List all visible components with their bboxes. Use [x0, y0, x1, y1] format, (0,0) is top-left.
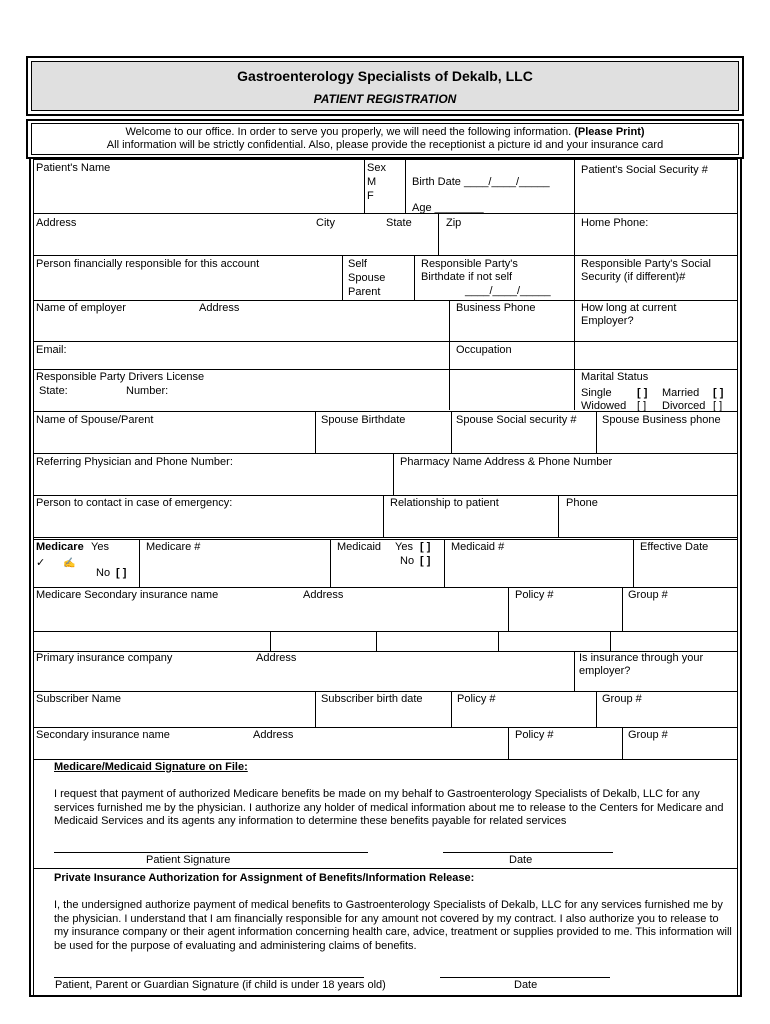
col-line [508, 727, 509, 759]
welcome-line-1 [0, 126, 770, 139]
col-line [270, 631, 271, 651]
address-label: Address [36, 217, 77, 229]
row-line [33, 691, 737, 692]
date-label-2: Date [514, 979, 538, 991]
date-label-1: Date [509, 854, 533, 866]
effective-date-label: Effective Date [640, 541, 709, 553]
col-line [633, 539, 634, 587]
col-line [342, 255, 343, 300]
medicaid-label: Medicaid [337, 541, 382, 553]
subscriber-birth-label: Subscriber birth date [321, 693, 423, 705]
row-line [33, 495, 737, 496]
col-line [438, 213, 439, 255]
sub-policy-label: Policy # [457, 693, 496, 705]
parent-option[interactable]: Parent [348, 286, 381, 298]
col-line [364, 159, 365, 213]
married-label: Married [662, 387, 700, 399]
dl-state-label: State: [39, 385, 68, 397]
col-line [315, 411, 316, 453]
medicaid-yes-checkbox[interactable]: [ ] [420, 541, 431, 553]
secondary-insurance-label: Secondary insurance name [36, 729, 170, 741]
rp-birthdate-field[interactable]: ____/____/_____ [465, 285, 551, 297]
col-line [610, 631, 611, 651]
col-line [330, 539, 331, 587]
through-employer-label: Is insurance through your [579, 652, 704, 664]
sub-group-label: Group # [602, 693, 642, 705]
medicare-signature-heading: Medicare/Medicaid Signature on File: [54, 761, 248, 773]
divorced-checkbox[interactable]: [ ] [713, 400, 723, 412]
email-label: Email: [36, 344, 67, 356]
dl-number-label: Number: [126, 385, 169, 397]
birth-date-field[interactable]: Birth Date ____/____/_____ [412, 176, 550, 188]
col-line [558, 495, 559, 537]
employer-address-label: Address [199, 302, 240, 314]
medicare-number-label: Medicare # [146, 541, 201, 553]
row-line [33, 411, 737, 412]
spouse-option[interactable]: Spouse [348, 272, 386, 284]
subscriber-name-label: Subscriber Name [36, 693, 121, 705]
col-line [315, 691, 316, 727]
relationship-label: Relationship to patient [390, 497, 499, 509]
medicaid-number-label: Medicaid # [451, 541, 505, 553]
private-authorization-text: I, the undersigned authorize payment of medical benefits to Gastroenterology Specialists of Dekalb, LLC for any services furnished me by the physician. I understand that I am financially responsible for any amount not covered by my contract. I also authorize you to release to my insurance company or their agent information concerning health care, advice, treatment or supplies provided to me. This information will be used for the purpose of evaluating and administering claims of benefits. [54, 899, 732, 952]
row-line [33, 369, 737, 370]
writing-hand-icon: ✍ [63, 558, 76, 569]
row-line [33, 159, 737, 160]
welcome-text: Welcome to our office. In order to serve you properly, we will need the following information. [125, 126, 575, 138]
sec-group-label: Group # [628, 729, 668, 741]
guardian-signature-label: Patient, Parent or Guardian Signature (if child is under 18 years old) [55, 979, 386, 991]
referring-physician-label: Referring Physician and Phone Number: [36, 456, 233, 468]
row-line [33, 213, 737, 214]
col-line [383, 495, 384, 537]
financially-responsible-label: Person financially responsible for this account [36, 258, 260, 270]
col-line [622, 587, 623, 631]
medicaid-yes-label: Yes [395, 541, 413, 553]
col-line [139, 539, 140, 587]
form-subtitle: PATIENT REGISTRATION [313, 92, 457, 106]
medicare-secondary-label: Medicare Secondary insurance name [36, 589, 219, 601]
patient-ssn-label: Patient's Social Security # [581, 164, 708, 176]
form-inner-right [737, 159, 738, 995]
secondary-address-label: Address [253, 729, 294, 741]
divorced-label: Divorced [662, 400, 706, 412]
col-line [393, 453, 394, 495]
patient-name-label: Patient's Name [36, 162, 111, 174]
medicaid-no-label: No [400, 555, 415, 567]
col-line [574, 651, 575, 691]
rp-ssn-label-2: Security (if different)# [581, 271, 686, 283]
self-option[interactable]: Self [348, 258, 367, 270]
sex-m-option[interactable]: M [367, 176, 377, 188]
row-line [33, 868, 737, 869]
row-line [33, 759, 737, 760]
row-line [33, 631, 737, 632]
row-line [33, 537, 737, 538]
medicare-no-checkbox[interactable]: [ ] [116, 567, 127, 579]
col-line [444, 539, 445, 587]
spouse-business-phone-label: Spouse Business phone [602, 414, 721, 426]
form-inner-left [33, 159, 34, 995]
rp-birthdate-label: Responsible Party's [421, 258, 518, 270]
drivers-license-label: Responsible Party Drivers License [36, 371, 205, 383]
col-line [508, 587, 509, 631]
marital-status-label: Marital Status [581, 371, 649, 383]
check-mark-icon: ✓ [36, 557, 46, 569]
age-field[interactable]: Age ________ [412, 202, 484, 214]
phone-label: Phone [566, 497, 598, 509]
sex-label: Sex [367, 162, 386, 174]
medicare-label: Medicare [36, 541, 84, 553]
row-line [33, 587, 737, 588]
employer-name-label: Name of employer [36, 302, 126, 314]
col-line [405, 159, 406, 213]
widowed-label: Widowed [581, 400, 627, 412]
primary-insurance-label: Primary insurance company [36, 652, 173, 664]
zip-label: Zip [446, 217, 462, 229]
patient-signature-label: Patient Signature [146, 854, 231, 866]
state-label: State [386, 217, 412, 229]
patient-signature-line[interactable] [54, 852, 368, 853]
rp-birthdate-label-2: Birthdate if not self [421, 271, 513, 283]
single-label: Single [581, 387, 612, 399]
clinic-title: Gastroenterology Specialists of Dekalb, LLC [237, 68, 533, 84]
city-label: City [316, 217, 335, 229]
married-checkbox[interactable]: [ ] [713, 387, 724, 399]
medicare-authorization-text: I request that payment of authorized Medicare benefits be made on my behalf to Gastroenterology Specialists of Dekalb, LLC for any services furnished me by the physician. I authorize any holder of medical information about me to release to the Centers for Medicare and Medicaid Services and its agents any information to determine these benefits payable for related services [54, 788, 724, 827]
col-line [414, 255, 415, 300]
row-line [33, 300, 737, 301]
spouse-ssn-label: Spouse Social security # [456, 414, 577, 426]
medicaid-no-checkbox[interactable]: [ ] [420, 555, 431, 567]
row-line [33, 453, 737, 454]
ms-address-label: Address [303, 589, 344, 601]
home-phone-label: Home Phone: [581, 217, 649, 229]
spouse-name-label: Name of Spouse/Parent [36, 414, 154, 426]
row-line [33, 341, 737, 342]
date-line-1[interactable] [443, 852, 613, 853]
how-long-label-2: Employer? [581, 315, 634, 327]
occupation-label: Occupation [456, 344, 512, 356]
please-print: (Please Print) [574, 126, 645, 138]
col-line [449, 300, 450, 410]
pharmacy-label: Pharmacy Name Address & Phone Number [400, 456, 613, 468]
private-insurance-heading: Private Insurance Authorization for Assignment of Benefits/Information Release: [54, 872, 475, 884]
col-line [574, 159, 575, 255]
row-line [33, 727, 737, 728]
how-long-label: How long at current [581, 302, 677, 314]
col-line [451, 691, 452, 727]
col-line [596, 411, 597, 453]
through-employer-label-2: employer? [579, 665, 631, 677]
widowed-checkbox[interactable]: [ ] [637, 400, 647, 412]
sec-policy-label: Policy # [515, 729, 554, 741]
emergency-contact-label: Person to contact in case of emergency: [36, 497, 233, 509]
col-line [622, 727, 623, 759]
business-phone-label: Business Phone [456, 302, 536, 314]
medicare-yes-label: Yes [91, 541, 109, 553]
col-line [596, 691, 597, 727]
date-line-2[interactable] [440, 977, 610, 978]
rp-ssn-label: Responsible Party's Social [581, 258, 711, 270]
ms-policy-label: Policy # [515, 589, 554, 601]
sex-f-option[interactable]: F [367, 190, 374, 202]
col-line [574, 255, 575, 410]
row-line [33, 255, 737, 256]
single-checkbox[interactable]: [ ] [637, 387, 648, 399]
ms-group-label: Group # [628, 589, 668, 601]
spouse-birthdate-label: Spouse Birthdate [321, 414, 406, 426]
primary-address-label: Address [256, 652, 297, 664]
col-line [498, 631, 499, 651]
col-line [376, 631, 377, 651]
guardian-signature-line[interactable] [54, 977, 364, 978]
welcome-line-2: All information will be strictly confidential. Also, please provide the receptionist a picture id and your insurance card [106, 139, 664, 151]
col-line [451, 411, 452, 453]
medicare-no-label: No [96, 567, 111, 579]
